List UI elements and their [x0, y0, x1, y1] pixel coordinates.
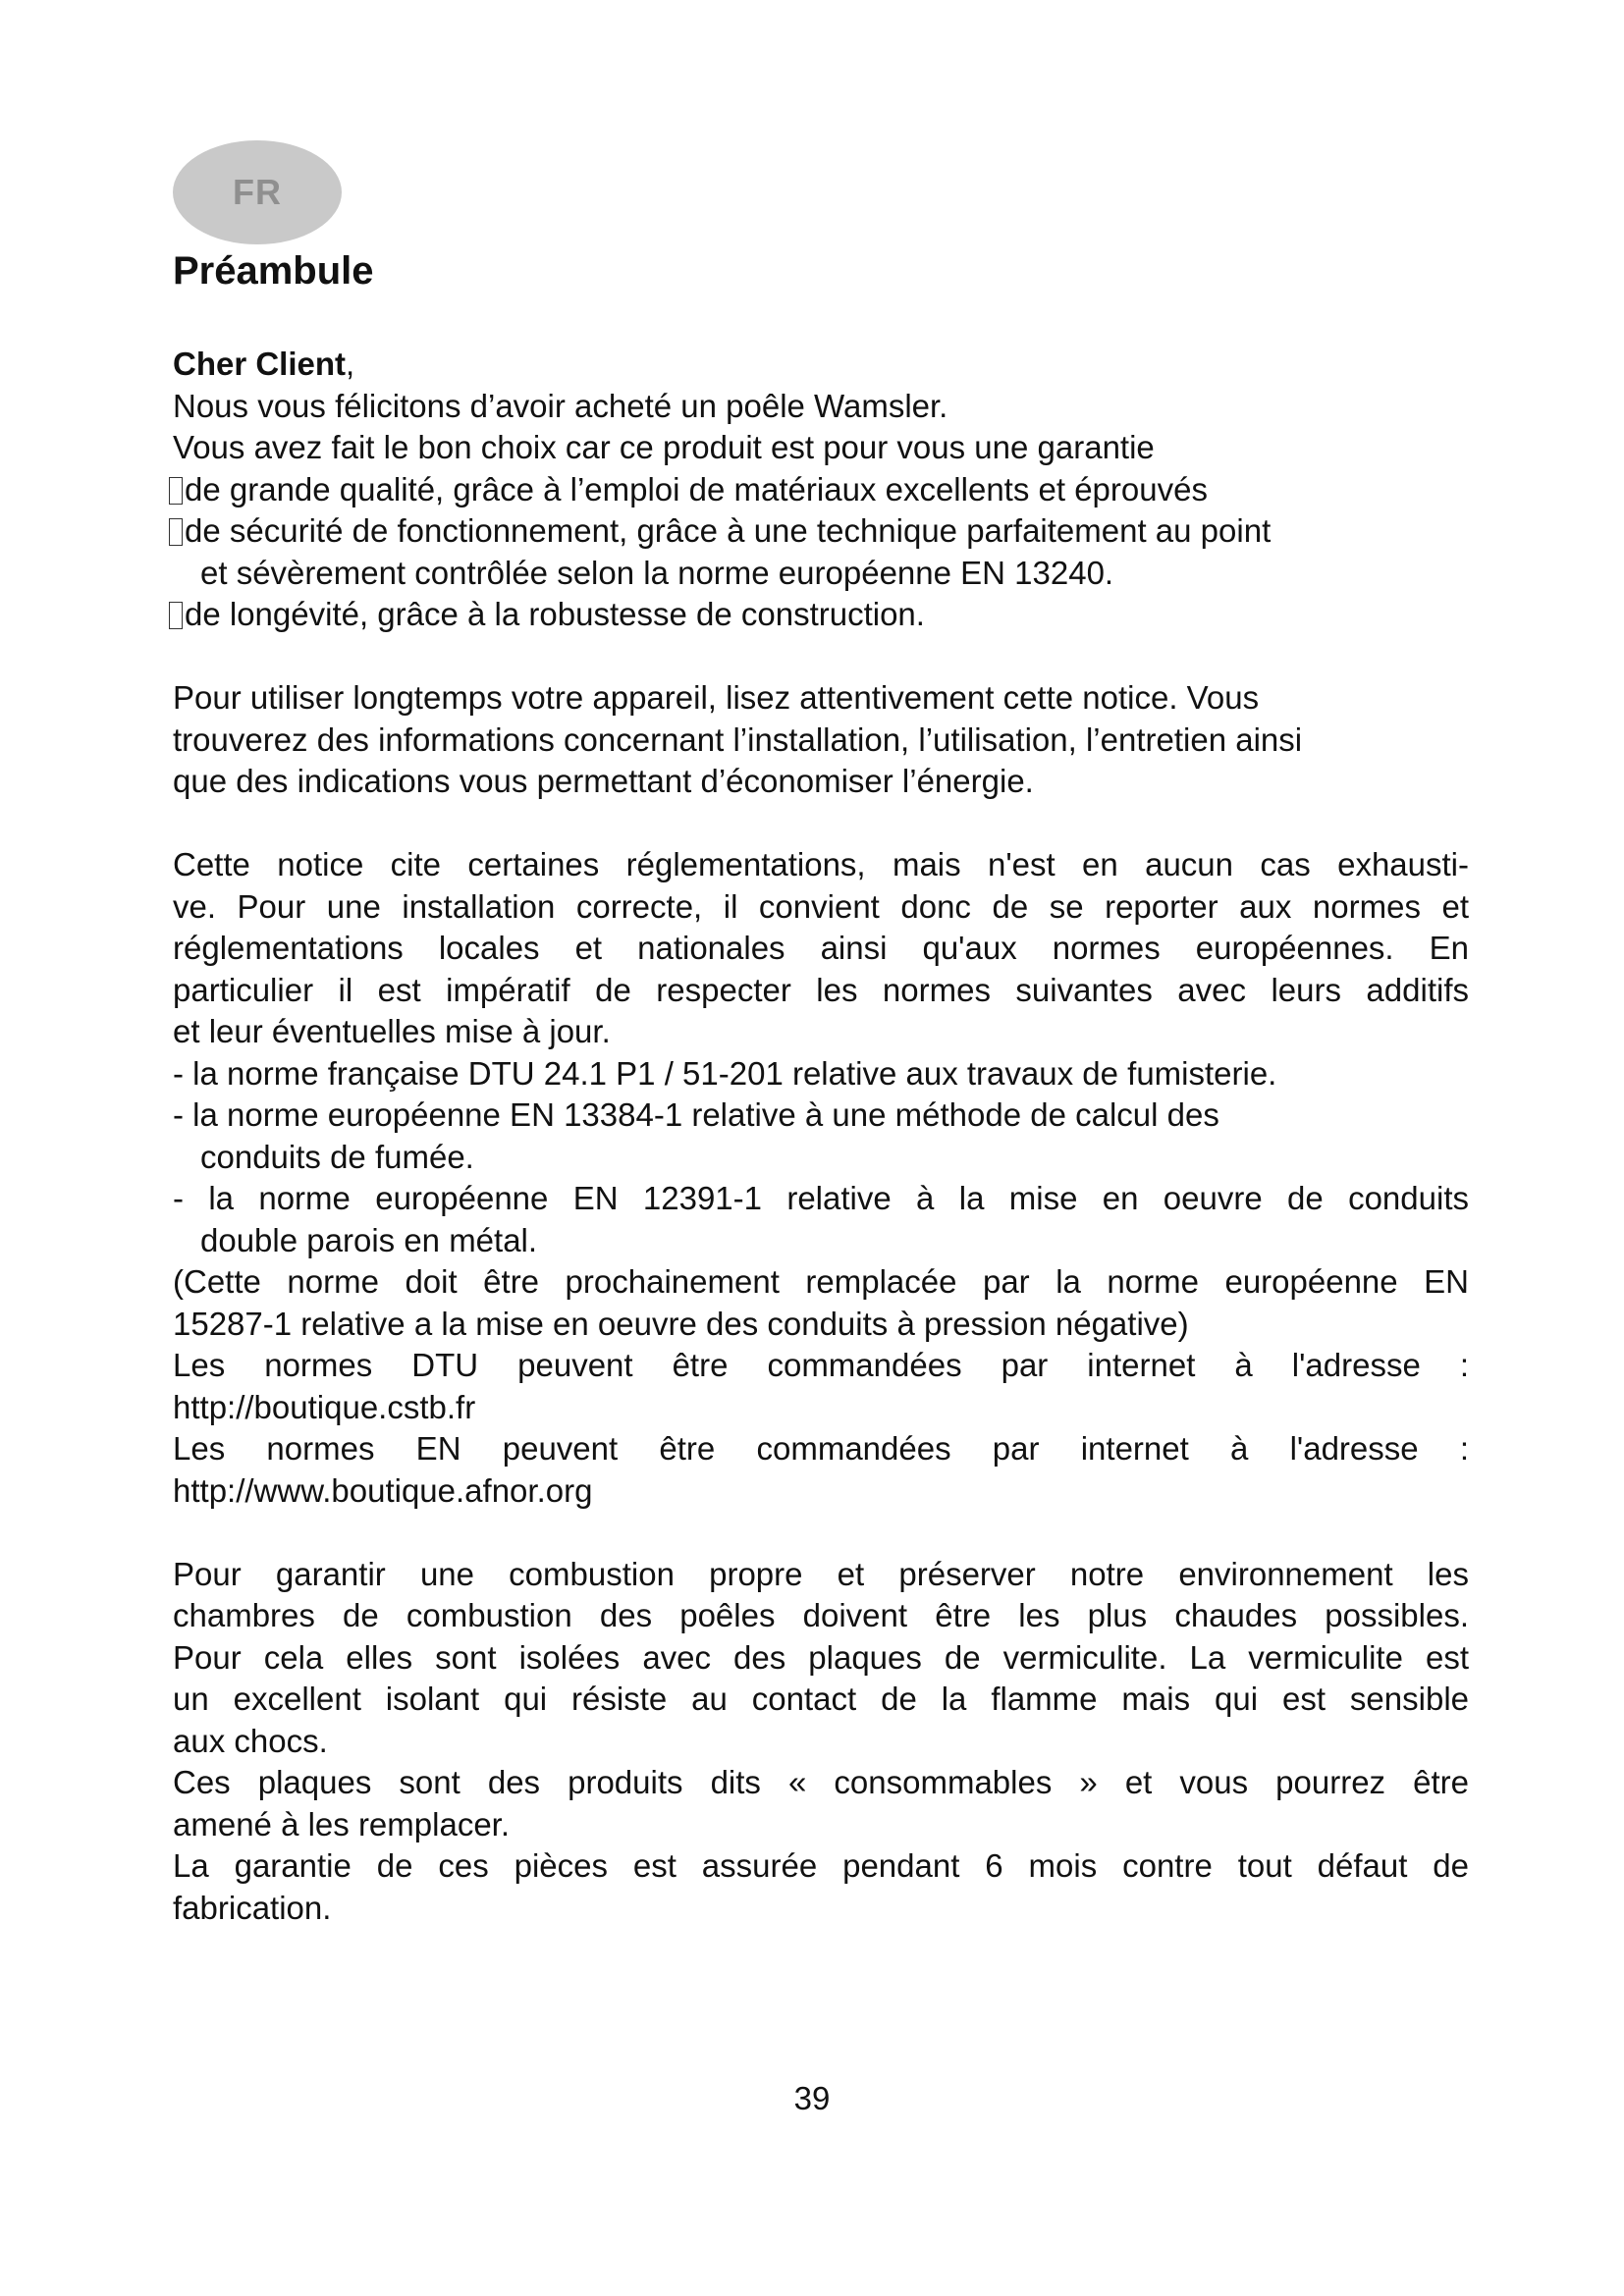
order-en-url[interactable]: http://www.boutique.afnor.org: [173, 1471, 593, 1509]
norm-note-line: (Cette norme doit être prochainement remplacée par la norme européenne EN: [173, 1263, 1469, 1300]
intro-line: Nous vous félicitons d’avoir acheté un poêle Wamsler.: [173, 387, 948, 424]
greeting-comma: ,: [346, 346, 355, 382]
warranty-line: La garantie de ces pièces est assurée pendant 6 mois contre tout défaut de: [173, 1847, 1469, 1884]
bullet-item: [169, 469, 1469, 511]
page-title: Préambule: [173, 249, 374, 293]
bullet-item: [169, 510, 1469, 553]
combustion-line: chambres de combustion des poêles doivent être les plus chaudes possibles.: [173, 1597, 1469, 1633]
norm-item: - la norme européenne EN 12391-1 relative à la mise en oeuvre de conduits: [173, 1180, 1469, 1216]
usage-line: que des indications vous permettant d’économiser l’énergie.: [173, 763, 1034, 799]
bullet-glyph-icon: [169, 477, 183, 505]
bullet-continuation: et sévèrement contrôlée selon la norme européenne EN 13240.: [200, 554, 1114, 591]
order-dtu-url[interactable]: http://boutique.cstb.fr: [173, 1388, 476, 1425]
bullet-text: de sécurité de fonctionnement, grâce à une technique parfaitement au point: [185, 512, 1272, 549]
combustion-line: Pour cela elles sont isolées avec des plaques de vermiculite. La vermiculite est: [173, 1638, 1469, 1676]
document-body: [173, 344, 1469, 1929]
combustion-line: aux chocs.: [173, 1722, 328, 1759]
consumables-line: Ces plaques sont des produits dits « consommables » et vous pourrez être: [173, 1764, 1469, 1800]
norm-item: - la norme française DTU 24.1 P1 / 51-201 relative aux travaux de fumisterie.: [173, 1054, 1277, 1092]
regulations-line: Cette notice cite certaines réglementations, mais n'est en aucun cas exhausti-: [173, 846, 1469, 882]
combustion-line: Pour garantir une combustion propre et préserver notre environnement les: [173, 1555, 1469, 1592]
combustion-line: un excellent isolant qui résiste au contact de la flamme mais qui est sensible: [173, 1681, 1469, 1717]
norm-continuation: double parois en métal.: [200, 1221, 538, 1258]
bullet-text: de longévité, grâce à la robustesse de construction.: [185, 596, 925, 632]
norm-continuation: conduits de fumée.: [200, 1138, 474, 1175]
intro-line: Vous avez fait le bon choix car ce produit est pour vous une garantie: [173, 429, 1155, 465]
norm-note-line: 15287-1 relative a la mise en oeuvre des conduits à pression négative): [173, 1305, 1189, 1342]
order-dtu-line: Les normes DTU peuvent être commandées par internet à l'adresse :: [173, 1347, 1469, 1383]
language-badge: [173, 140, 342, 244]
greeting-bold: Cher Client: [173, 346, 347, 382]
bullet-item: [169, 594, 1469, 636]
warranty-line: fabrication.: [173, 1889, 332, 1926]
bullet-glyph-icon: [169, 518, 183, 546]
regulations-line: et leur éventuelles mise à jour.: [173, 1013, 611, 1049]
order-en-line: Les normes EN peuvent être commandées par internet à l'adresse :: [173, 1430, 1469, 1467]
norm-item: - la norme européenne EN 13384-1 relative à une méthode de calcul des: [173, 1096, 1219, 1133]
usage-line: trouverez des informations concernant l’installation, l’utilisation, l’entretien ainsi: [173, 721, 1303, 758]
language-badge-label: FR: [233, 172, 282, 212]
regulations-line: réglementations locales et nationales ainsi qu'aux normes européennes. En: [173, 930, 1469, 966]
greeting: [173, 344, 1469, 386]
regulations-line: particulier il est impératif de respecter les normes suivantes avec leurs additifs: [173, 971, 1469, 1008]
bullet-glyph-icon: [169, 602, 183, 629]
consumables-line: amené à les remplacer.: [173, 1805, 511, 1842]
usage-line: Pour utiliser longtemps votre appareil, lisez attentivement cette notice. Vous: [173, 679, 1260, 716]
bullet-text: de grande qualité, grâce à l’emploi de matériaux excellents et éprouvés: [185, 470, 1208, 507]
page-number: 39: [793, 2080, 831, 2116]
regulations-line: ve. Pour une installation correcte, il convient donc de se reporter aux normes et: [173, 887, 1469, 925]
